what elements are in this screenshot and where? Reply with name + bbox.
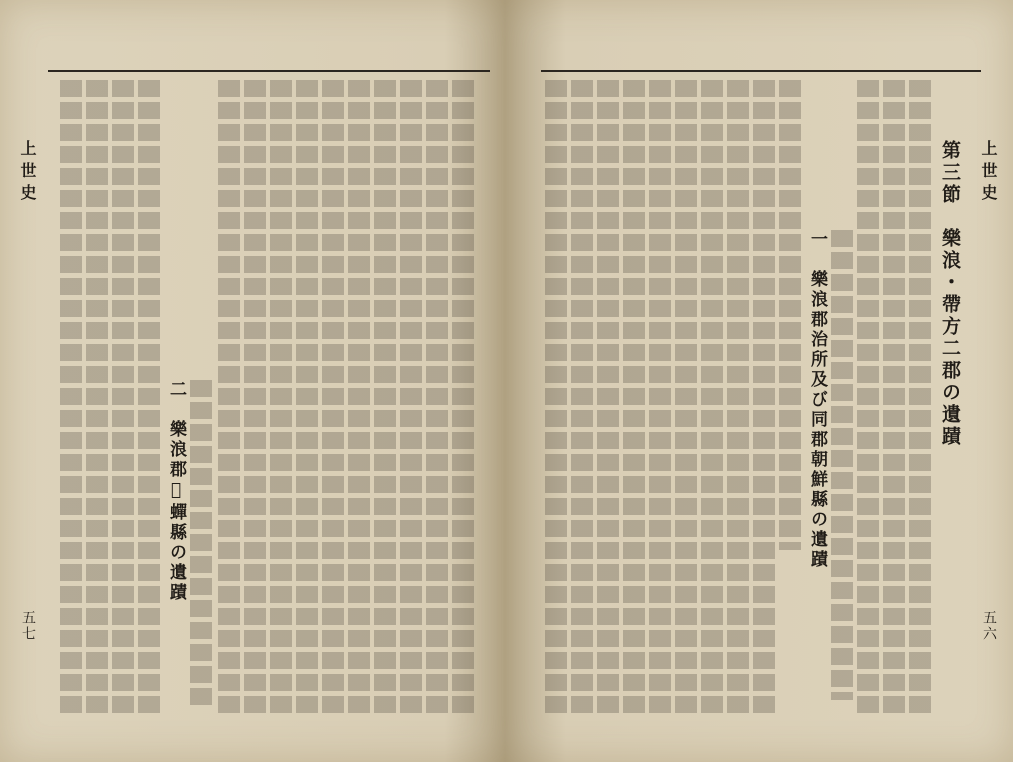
running-head: 上世史 bbox=[979, 140, 998, 206]
text-column-placeholder bbox=[623, 80, 645, 715]
text-column-placeholder bbox=[218, 80, 240, 715]
text-column-placeholder bbox=[322, 80, 344, 715]
text-column-placeholder bbox=[701, 80, 723, 715]
text-column-placeholder bbox=[753, 80, 775, 715]
running-head: 上世史 bbox=[18, 140, 37, 206]
text-column-placeholder bbox=[831, 230, 853, 700]
text-column-placeholder bbox=[857, 80, 879, 715]
header-rule bbox=[541, 70, 981, 72]
text-column-placeholder bbox=[426, 80, 448, 715]
text-column-placeholder bbox=[649, 80, 671, 715]
text-column-placeholder bbox=[675, 80, 697, 715]
text-column-placeholder bbox=[597, 80, 619, 715]
text-column-placeholder bbox=[883, 80, 905, 715]
subsection-title: 二 樂浪郡𥮵蟬縣の遺蹟 bbox=[166, 380, 186, 603]
text-column-placeholder bbox=[296, 80, 318, 715]
section-title: 第三節 樂浪・帶方二郡の遺蹟 bbox=[939, 140, 961, 448]
text-column-placeholder bbox=[545, 80, 567, 715]
text-column-placeholder bbox=[727, 80, 749, 715]
text-column-placeholder bbox=[452, 80, 474, 715]
text-column-placeholder bbox=[348, 80, 370, 715]
text-column-placeholder bbox=[190, 380, 212, 710]
text-column-placeholder bbox=[244, 80, 266, 715]
left-page bbox=[0, 0, 505, 762]
text-column-placeholder bbox=[400, 80, 422, 715]
text-column-placeholder bbox=[571, 80, 593, 715]
text-column-placeholder bbox=[270, 80, 292, 715]
right-page bbox=[505, 0, 1013, 762]
text-column-placeholder bbox=[374, 80, 396, 715]
page-number: 五六 bbox=[981, 610, 997, 642]
text-column-placeholder bbox=[138, 80, 160, 715]
text-column-placeholder bbox=[60, 80, 82, 715]
text-column-placeholder bbox=[779, 80, 801, 550]
text-column-placeholder bbox=[112, 80, 134, 715]
subsection-title: 一 樂浪郡治所及び同郡朝鮮縣の遺蹟 bbox=[807, 230, 827, 570]
text-column-placeholder bbox=[86, 80, 108, 715]
page-number: 五七 bbox=[20, 610, 36, 642]
text-column-placeholder bbox=[909, 80, 931, 715]
header-rule bbox=[48, 70, 490, 72]
